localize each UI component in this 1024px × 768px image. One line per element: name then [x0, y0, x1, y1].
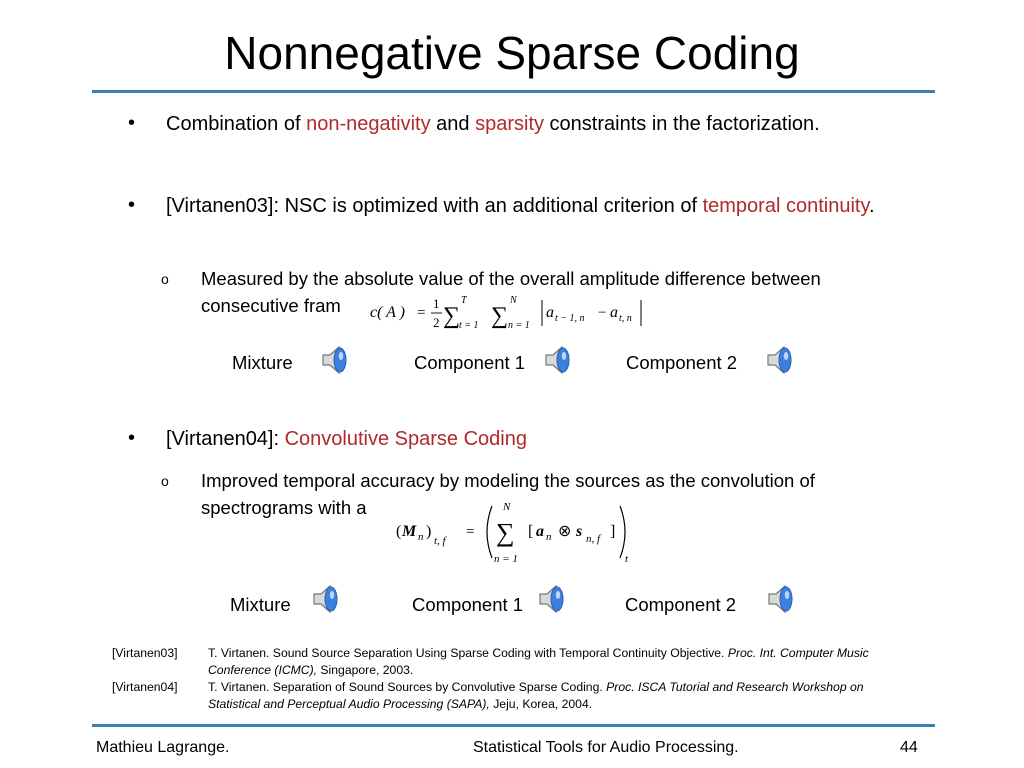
- reference-key: [Virtanen04]: [112, 680, 178, 694]
- convolutive-model-formula: [388, 498, 638, 568]
- speaker-icon[interactable]: [536, 582, 570, 616]
- formula-outer-sub: t: [625, 553, 629, 565]
- clip-label-mixture: Mixture: [232, 352, 293, 373]
- formula-s: s: [576, 523, 583, 540]
- reference-venue: Proc. ISCA Tutorial and Research Workshop on Statistical and Perceptual Audio Processing (SAPA),: [208, 680, 864, 711]
- reference-venue: Proc. Int. Computer Music Conference (ICMC),: [208, 646, 869, 677]
- formula-lhs-M: M: [402, 523, 417, 540]
- footer-author: Mathieu Lagrange.: [96, 739, 230, 756]
- temporal-continuity-formula: [360, 290, 650, 334]
- speaker-icon[interactable]: [319, 343, 353, 377]
- speaker-icon[interactable]: [542, 343, 576, 377]
- bullet-1-text-mid: and: [430, 113, 476, 135]
- formula-bracket-open: [: [528, 523, 534, 540]
- formula-a-prev: a: [546, 304, 554, 321]
- reference-plain: T. Virtanen. Separation of Sound Sources by Convolutive Sparse Coding.: [208, 680, 607, 694]
- formula-half-numerator: 1: [433, 296, 440, 311]
- formula-sum-2-top: N: [510, 295, 517, 306]
- formula-half-denominator: 2: [433, 315, 440, 330]
- bullet-2: [166, 192, 926, 221]
- sub-bullet-2a-line-2: consecutive fram: [201, 295, 341, 316]
- formula-sum: ∑: [496, 518, 515, 547]
- bullet-3: [166, 425, 866, 454]
- formula-bracket-close: ]: [610, 523, 616, 540]
- formula-sum-top: N: [503, 501, 511, 513]
- speaker-icon[interactable]: [764, 343, 798, 377]
- sub-bullet-3a-line-2: spectrograms with a: [201, 497, 367, 518]
- formula-sum-1: ∑: [443, 303, 461, 329]
- bullet-marker: •: [128, 112, 136, 134]
- bullet-marker: •: [128, 194, 136, 216]
- reference-plain: T. Virtanen. Sound Source Separation Using Sparse Coding with Temporal Continuity Objective.: [208, 646, 728, 660]
- clip-label-mixture: Mixture: [230, 594, 291, 615]
- formula-a-sub: n: [546, 531, 552, 543]
- highlight-temporal-continuity: temporal continuity: [702, 195, 869, 217]
- formula-sum-bottom: n = 1: [494, 553, 518, 565]
- reference-text: [208, 645, 912, 679]
- title-divider: [92, 90, 935, 93]
- reference-key: [Virtanen03]: [112, 646, 178, 660]
- clip-label-component-1: Component 1: [414, 352, 526, 373]
- reference-item: [112, 645, 912, 679]
- slide-title: Nonnegative Sparse Coding: [224, 27, 800, 79]
- bullet-2-text: [Virtanen03]: NSC is optimized with an additional criterion of: [166, 195, 703, 217]
- page-number: 44: [900, 739, 918, 756]
- formula-a: a: [536, 523, 544, 540]
- formula-a-curr: a: [610, 304, 618, 321]
- bullet-1-text: Combination of: [166, 113, 307, 135]
- bullet-marker: •: [128, 427, 136, 449]
- formula-a-curr-sub: t, n: [619, 313, 632, 324]
- sub-bullet-marker: o: [161, 271, 169, 287]
- bullet-2-text-end: .: [868, 195, 875, 217]
- formula-sum-2-bottom: n = 1: [508, 320, 530, 331]
- sub-bullet-marker: o: [161, 473, 169, 489]
- formula-lhs-close: ): [426, 523, 432, 540]
- sub-bullet-2a-line-1: Measured by the absolute value of the overall amplitude difference between: [201, 268, 821, 289]
- formula-equals: =: [417, 305, 426, 321]
- clip-label-component-2: Component 2: [626, 352, 738, 373]
- clip-label-component-2: Component 2: [625, 594, 737, 615]
- speaker-icon[interactable]: [765, 582, 799, 616]
- footer-course: Statistical Tools for Audio Processing.: [473, 739, 739, 756]
- highlight-non-negativity: non-negativity: [306, 113, 431, 135]
- formula-equals: =: [466, 524, 475, 540]
- formula-lhs-n: n: [418, 531, 424, 543]
- bullet-1-text-end: constraints in the factorization.: [544, 113, 820, 135]
- bullet-3-text: [Virtanen04]:: [166, 428, 285, 450]
- formula-sum-1-top: T: [461, 295, 467, 306]
- formula-lhs-open: (: [396, 523, 402, 540]
- highlight-convolutive-sparse-coding: Convolutive Sparse Coding: [284, 428, 527, 450]
- reference-text: [208, 679, 912, 713]
- formula-minus: −: [598, 305, 607, 321]
- formula-sum-1-bottom: t = 1: [459, 320, 479, 331]
- reference-tail: Jeju, Korea, 2004.: [489, 697, 593, 711]
- formula-lhs-sub: t, f: [434, 535, 446, 547]
- footer-divider: [92, 724, 935, 727]
- bullet-1: [166, 110, 846, 139]
- speaker-icon[interactable]: [310, 582, 344, 616]
- sub-bullet-3a-line-1: Improved temporal accuracy by modeling the sources as the convolution of: [201, 470, 815, 491]
- formula-s-sub: n, f: [586, 533, 601, 545]
- formula-otimes: ⊗: [558, 523, 572, 540]
- highlight-sparsity: sparsity: [475, 113, 544, 135]
- formula-lhs: c( A ): [370, 304, 405, 321]
- formula-a-prev-sub: t − 1, n: [555, 313, 585, 324]
- reference-item: [112, 679, 912, 713]
- formula-sum-2: ∑: [491, 303, 509, 329]
- clip-label-component-1: Component 1: [412, 594, 524, 615]
- reference-tail: Singapore, 2003.: [317, 663, 414, 677]
- references: [112, 645, 912, 713]
